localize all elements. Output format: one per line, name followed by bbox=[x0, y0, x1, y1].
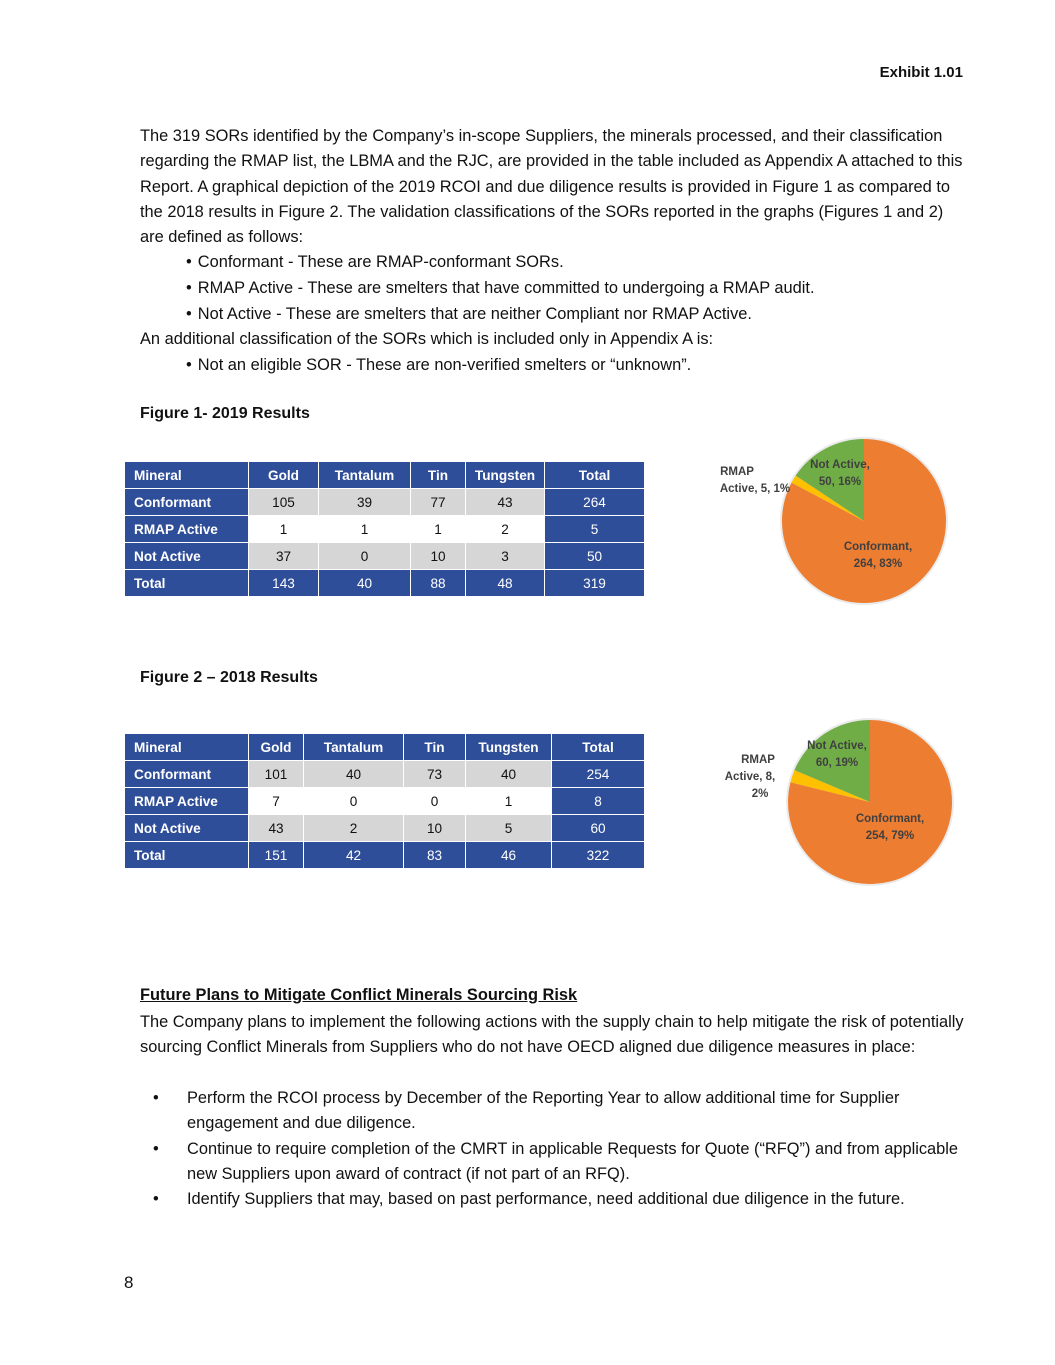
table-row bbox=[125, 815, 645, 842]
table-cell: 48 bbox=[466, 570, 545, 597]
table-cell: 2 bbox=[466, 516, 545, 543]
table-cell: 1 bbox=[249, 516, 319, 543]
pie-label-not-active: Not Active, bbox=[810, 459, 870, 471]
header-cell: Mineral bbox=[125, 462, 249, 489]
pie-label-not-active: 50, 16% bbox=[818, 476, 862, 488]
table-cell: 46 bbox=[466, 842, 552, 869]
table-row bbox=[125, 489, 645, 516]
table-cell: 83 bbox=[404, 842, 466, 869]
header-cell: Gold bbox=[249, 462, 319, 489]
table-cell: 40 bbox=[304, 761, 404, 788]
list-item: • Identify Suppliers that may, based on past performance, need additional due diligence in the future. bbox=[140, 1187, 980, 1212]
figure1-pie-chart bbox=[700, 430, 960, 605]
table-row bbox=[125, 516, 645, 543]
additional-classification: An additional classification of the SORs which is included only in Appendix A is: bbox=[140, 330, 714, 348]
table-cell: 0 bbox=[404, 788, 466, 815]
header-cell: Tin bbox=[411, 462, 466, 489]
table-cell: 50 bbox=[545, 543, 645, 570]
row-label: Not Active bbox=[125, 543, 249, 570]
row-label: Total bbox=[125, 570, 249, 597]
header-cell: Mineral bbox=[125, 734, 249, 761]
table-row bbox=[125, 842, 645, 869]
table-row bbox=[125, 761, 645, 788]
table-cell: 264 bbox=[545, 489, 645, 516]
table-cell: 8 bbox=[552, 788, 645, 815]
header-cell: Tin bbox=[404, 734, 466, 761]
table-cell: 0 bbox=[304, 788, 404, 815]
table-cell: 105 bbox=[249, 489, 319, 516]
table-cell: 1 bbox=[466, 788, 552, 815]
row-label: Not Active bbox=[125, 815, 249, 842]
table-cell: 254 bbox=[552, 761, 645, 788]
header-cell: Tungsten bbox=[466, 462, 545, 489]
table-cell: 1 bbox=[411, 516, 466, 543]
pie-label-rmap: Active, 5, 1% bbox=[719, 483, 791, 495]
table-header-row bbox=[125, 462, 645, 489]
table-cell: 3 bbox=[466, 543, 545, 570]
row-label: Total bbox=[125, 842, 249, 869]
header-cell: Tantalum bbox=[319, 462, 411, 489]
list-item: • Perform the RCOI process by December of the Reporting Year to allow additional time for Supplier engagement and due diligence. bbox=[140, 1086, 980, 1137]
pie-label-conformant: Conformant, bbox=[843, 541, 913, 553]
future-plans-heading: Future Plans to Mitigate Conflict Minerals Sourcing Risk bbox=[140, 986, 578, 1004]
header-cell: Tungsten bbox=[466, 734, 552, 761]
bullet-not-eligible: • Not an eligible SOR - These are non-verified smelters or “unknown”. bbox=[186, 353, 691, 378]
table-row bbox=[125, 788, 645, 815]
table-cell: 60 bbox=[552, 815, 645, 842]
figure2-table bbox=[124, 733, 645, 869]
table-cell: 88 bbox=[411, 570, 466, 597]
intro-paragraph: The 319 SORs identified by the Company’s in-scope Suppliers, the minerals processed, and their classification regarding the RMAP list, the LBMA and the RJC, are provided in the table included as Appendix A attached to this Report. A graphical depiction of the 2019 RCOI and due diligence results is provided in Figure 1 as compared to the 2018 results in Figure 2. The validation classifications of the SORs reported in the graphs (Figures 1 and 2) are defined as follows: bbox=[140, 127, 963, 247]
row-label: RMAP Active bbox=[125, 516, 249, 543]
future-plans-list bbox=[140, 1086, 980, 1212]
future-plans-paragraph: The Company plans to implement the following actions with the supply chain to help mitigate the risk of potentially sourcing Conflict Minerals from Suppliers who do not have OECD aligned due diligence measures in place: bbox=[140, 1013, 964, 1057]
table-cell: 5 bbox=[466, 815, 552, 842]
row-label: RMAP Active bbox=[125, 788, 249, 815]
table-cell: 10 bbox=[404, 815, 466, 842]
pie-label-not-active: Not Active, bbox=[807, 740, 867, 752]
table-cell: 77 bbox=[411, 489, 466, 516]
table-cell: 151 bbox=[249, 842, 304, 869]
pie-label-not-active: 60, 19% bbox=[815, 757, 859, 769]
table-cell: 322 bbox=[552, 842, 645, 869]
pie-label-rmap: Active, 8, bbox=[724, 771, 776, 783]
pie-label-rmap: RMAP bbox=[741, 754, 775, 766]
table-cell: 42 bbox=[304, 842, 404, 869]
table-row bbox=[125, 570, 645, 597]
bullet-conformant: • Conformant - These are RMAP-conformant SORs. bbox=[186, 250, 564, 275]
table-cell: 40 bbox=[466, 761, 552, 788]
pie-label-rmap: RMAP bbox=[720, 466, 754, 478]
table-cell: 2 bbox=[304, 815, 404, 842]
table-cell: 7 bbox=[249, 788, 304, 815]
table-cell: 73 bbox=[404, 761, 466, 788]
header-cell: Total bbox=[545, 462, 645, 489]
bullet-not-active: • Not Active - These are smelters that are neither Compliant nor RMAP Active. bbox=[186, 302, 752, 327]
bullet-rmap-active: • RMAP Active - These are smelters that have committed to undergoing a RMAP audit. bbox=[186, 276, 815, 301]
pie-label-conformant: 254, 79% bbox=[865, 830, 915, 842]
table-cell: 43 bbox=[466, 489, 545, 516]
table-cell: 40 bbox=[319, 570, 411, 597]
figure2-title: Figure 2 – 2018 Results bbox=[140, 669, 318, 686]
header-cell: Total bbox=[552, 734, 645, 761]
table-cell: 0 bbox=[319, 543, 411, 570]
table-cell: 5 bbox=[545, 516, 645, 543]
figure2-pie-chart bbox=[700, 710, 960, 890]
figure1-table bbox=[124, 461, 645, 597]
pie-label-rmap: 2% bbox=[751, 788, 769, 800]
pie-label-conformant: 264, 83% bbox=[853, 558, 903, 570]
pie-label-conformant: Conformant, bbox=[855, 813, 925, 825]
header-cell: Gold bbox=[249, 734, 304, 761]
page-number: 8 bbox=[124, 1273, 134, 1292]
row-label: Conformant bbox=[125, 489, 249, 516]
table-cell: 39 bbox=[319, 489, 411, 516]
table-cell: 37 bbox=[249, 543, 319, 570]
header-cell: Tantalum bbox=[304, 734, 404, 761]
figure1-title: Figure 1- 2019 Results bbox=[140, 405, 310, 422]
list-item: • Continue to require completion of the CMRT in applicable Requests for Quote (“RFQ”) and from applicable new Suppliers upon award of contract (if not part of an RFQ). bbox=[140, 1137, 980, 1188]
table-cell: 319 bbox=[545, 570, 645, 597]
table-cell: 1 bbox=[319, 516, 411, 543]
exhibit-label: Exhibit 1.01 bbox=[879, 64, 963, 81]
table-cell: 143 bbox=[249, 570, 319, 597]
table-header-row bbox=[125, 734, 645, 761]
row-label: Conformant bbox=[125, 761, 249, 788]
table-cell: 10 bbox=[411, 543, 466, 570]
table-row bbox=[125, 543, 645, 570]
table-cell: 101 bbox=[249, 761, 304, 788]
table-cell: 43 bbox=[249, 815, 304, 842]
